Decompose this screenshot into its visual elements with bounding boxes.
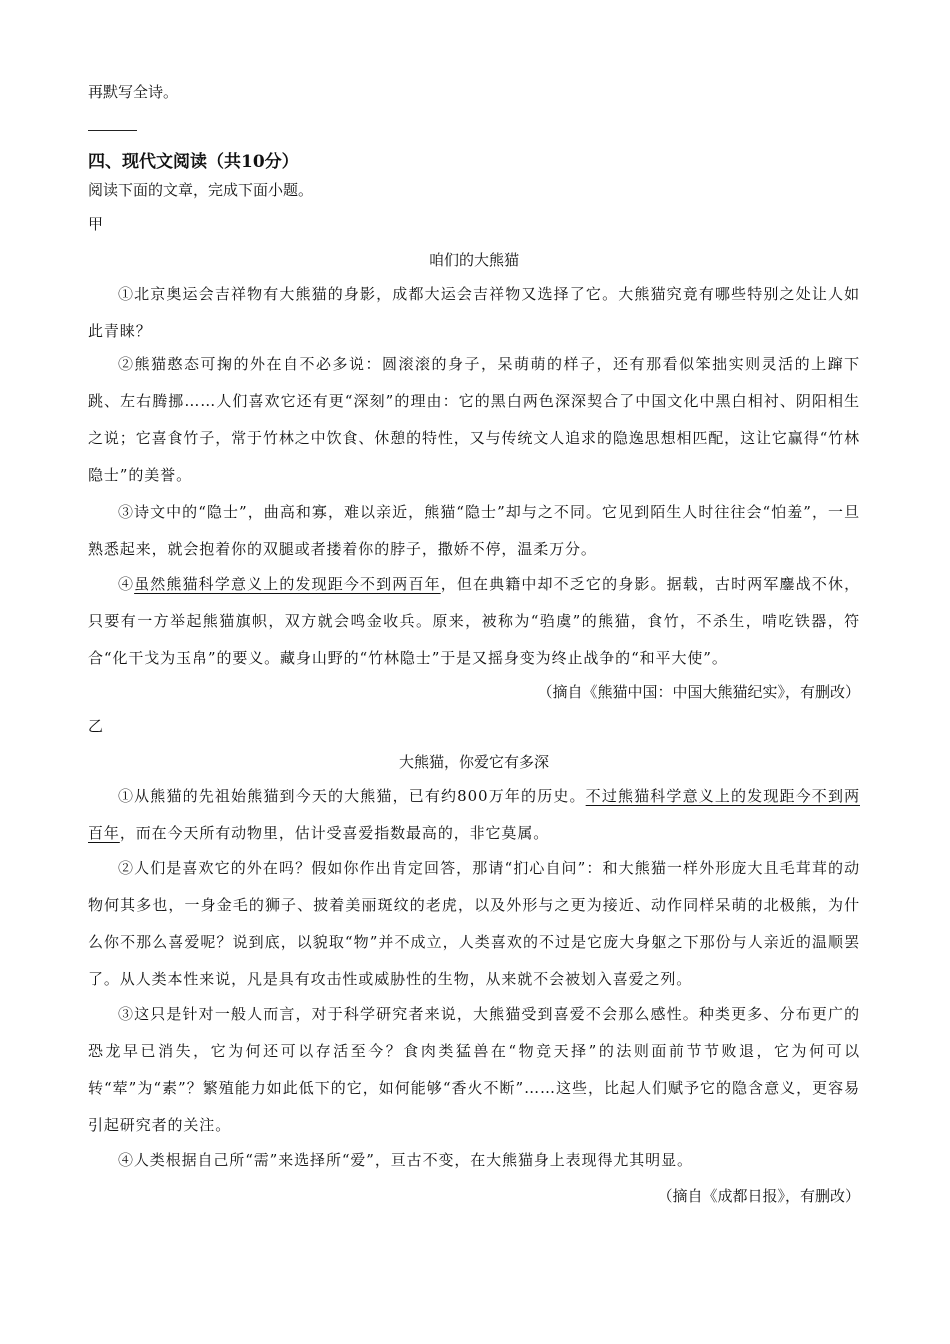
yi-paragraph-2: ②人们是喜欢它的外在吗？假如你作出肯定回答，那请“扪心自问”：和大熊猫一样外形庞大且毛茸茸的动物何其多也，一身金毛的狮子、披着美丽斑纹的老虎，以及外形与之更为接近、动作同样呆萌的北极熊，为什么你不那么喜爱呢？说到底，以貌取“物”并不成立，人类喜欢的不过是它庞大身躯之下那份与人亲近的温顺罢了。从人类本性来说，凡是具有攻击性或威胁性的生物，从来就不会被划入喜爱之列。 bbox=[88, 859, 860, 988]
jia-paragraph-2: ②熊猫憨态可掬的外在自不必多说：圆滚滚的身子，呆萌萌的样子，还有那看似笨拙实则灵活的上蹿下跳、左右腾挪……人们喜欢它还有更“深刻”的理由：它的黑白两色深深契合了中国文化中黑白相衬、阴阳相生之说；它喜食竹子，常于竹林之中饮食、休憩的特性，又与传统文人追求的隐逸思想相匹配，这让它赢得“竹林隐士”的美誉。 bbox=[88, 355, 860, 484]
jia-paragraph-3: ③诗文中的“隐士”，曲高和寡，难以亲近，熊猫“隐士”却与之不同。它见到陌生人时往往会“怕羞”，一旦熟悉起来，就会抱着你的双腿或者搂着你的脖子，撒娇不停，温柔万分。 bbox=[88, 503, 860, 558]
jia-paragraph-4-rest: ，但在典籍中却不乏它的身影。据载，古时两军鏖战不休，只要有一方举起熊猫旗帜，双方就会鸣金收兵。原来，被称为“驺虞”的熊猫，食竹，不杀生，啃吃铁器，符合“化干戈为玉帛”的要义。藏身山野的“竹林隐士”于是又摇身变为终止战争的“和平大使”。 bbox=[88, 575, 860, 667]
passage-label-yi: 乙 bbox=[88, 717, 104, 735]
yi-paragraph-1-end: ，而在今天所有动物里，估计受喜爱指数最高的，非它莫属。 bbox=[119, 824, 550, 842]
yi-paragraph-1-start: ①从熊猫的先祖始熊猫到今天的大熊猫，已有约800万年的历史。 bbox=[118, 787, 586, 805]
jia-underlined-sentence: 虽然熊猫科学意义上的发现距今不到两百年 bbox=[134, 575, 441, 593]
yi-source: （摘自《成都日报》，有删改） bbox=[657, 1187, 860, 1205]
jia-paragraph-4-number: ④ bbox=[118, 575, 135, 593]
yi-paragraph-3: ③这只是针对一般人而言，对于科学研究者来说，大熊猫受到喜爱不会那么感性。种类更多、分布更广的恐龙早已消失，它为何还可以存活至今？食肉类猛兽在“物竞天择”的法则面前节节败退，它为何可以转“荤”为“素”？繁殖能力如此低下的它，如何能够“香火不断”……这些，比起人们赋予它的隐含意义，更容易引起研究者的关注。 bbox=[88, 1005, 860, 1134]
previous-question-tail: 再默写全诗。 bbox=[88, 83, 179, 101]
passage-title-jia: 咱们的大熊猫 bbox=[428, 251, 519, 269]
passage-title-yi: 大熊猫，你爱它有多深 bbox=[398, 753, 549, 771]
jia-paragraph-1: ①北京奥运会吉祥物有大熊猫的身影，成都大运会吉祥物又选择了它。大熊猫究竟有哪些特别之处让人如此青睐？ bbox=[88, 285, 860, 340]
section-heading: 四、现代文阅读（共10分） bbox=[88, 152, 299, 172]
yi-paragraph-4: ④人类根据自己所“需”来选择所“爱”，亘古不变，在大熊猫身上表现得尤其明显。 bbox=[118, 1151, 693, 1169]
section-instruction: 阅读下面的文章，完成下面小题。 bbox=[88, 181, 314, 199]
jia-paragraph-4 bbox=[88, 566, 860, 677]
answer-blank-line bbox=[88, 130, 137, 131]
passage-label-jia: 甲 bbox=[88, 215, 104, 233]
yi-paragraph-1 bbox=[88, 778, 860, 852]
jia-source: （摘自《熊猫中国：中国大熊猫纪实》，有删改） bbox=[537, 683, 860, 701]
yi-underlined-sentence: 不过熊猫科学意义上的发现距今不到两百年 bbox=[88, 787, 860, 842]
